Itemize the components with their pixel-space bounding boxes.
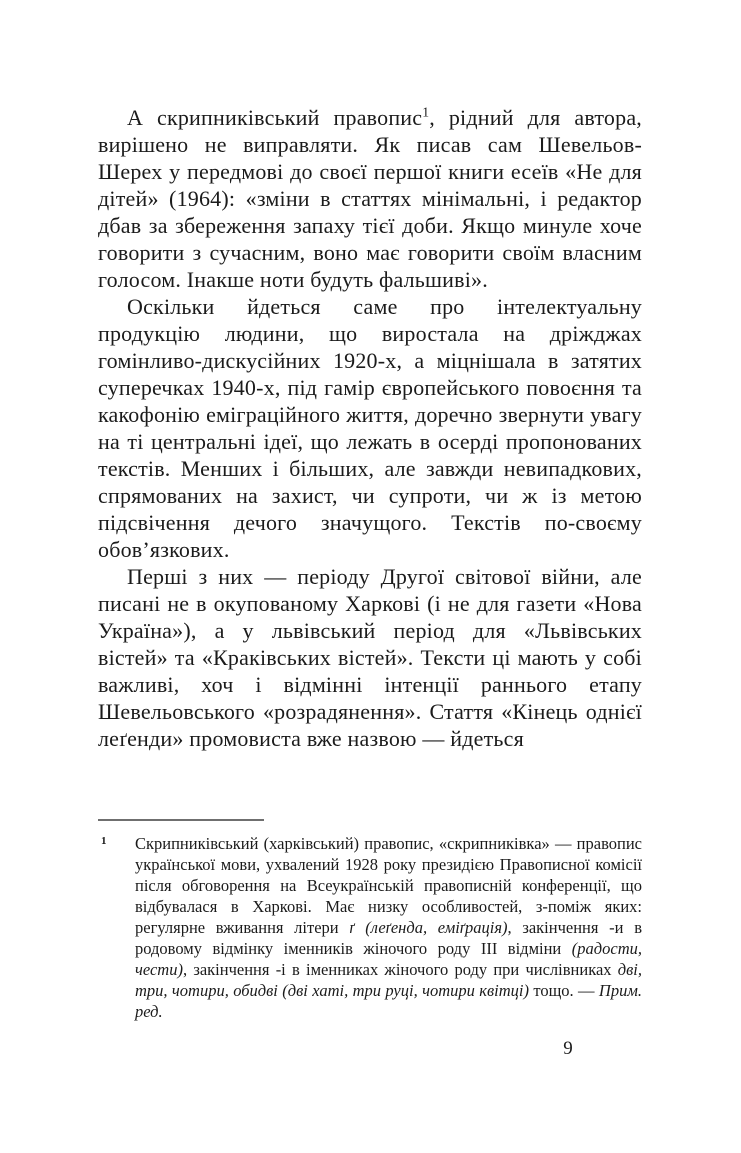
footnote-text: Скрипниківський (харківський) правопис, «скрипниківка» — правопис української мови, ухвалений 1928 року президією Правописної комісії після обговорення на Всеукраїнській правописній конференції, що відбувалася в Харкові. Має низку особливостей, з-поміж яких: регулярне вживання літери ґ (леґенда, еміґрація), закінчення -и в родовому відмінку іменників жіночого роду III відміни (радости, чести), закінчення -і в іменниках жіночого роду при числівниках дві, три, чотири, обидві (дві хаті, три руці, чотири квітці) тощо. — Прим. ред. xyxy=(135,834,642,1021)
page-body xyxy=(98,104,642,752)
footnote-marker: 1 xyxy=(101,835,107,847)
page-number: 9 xyxy=(563,1038,573,1059)
paragraph: Оскільки йдеться саме про інтелектуальну продукцію людини, що виростала на дріжджах гомінливо-дискусійних 1920-х, а міцнішала в затятих суперечках 1940-х, під гамір європейського повоєння та какофонію еміграційного життя, доречно звернути увагу на ті центральні ідеї, що лежать в осерді пропонованих текстів. Менших і більших, але завжди невипадкових, спрямованих на захист, чи супроти, чи ж із метою підсвічення дечого значущого. Текстів по-своєму обов’язкових. xyxy=(98,294,642,562)
footnote xyxy=(98,833,642,1022)
footnote-separator xyxy=(98,819,264,821)
paragraph: Перші з них — періоду Другої світової війни, але писані не в окупованому Харкові (і не для газети «Нова Україна»), а у львівський період для «Львівських вістей» та «Краківських вістей». Тексти ці мають у собі важливі, хоч і відмінні інтенції раннього етапу Шевельовського «розрадянення». Стаття «Кінець однієї леґенди» промовиста вже назвою — йдеться xyxy=(98,564,642,751)
paragraph: А скрипниківський правопис$^1$, рідний для автора, вирішено не виправляти. Як писав сам Шевельов-Шерех у передмові до своєї першої книги есеїв «Не для дітей» (1964): «зміни в статтях мінімальні, і редактор дбав за збереження запаху тієї доби. Якщо минуле хоче говорити з сучасним, воно має говорити своїм власним голосом. Інакше ноти будуть фальшиві». xyxy=(98,104,642,292)
